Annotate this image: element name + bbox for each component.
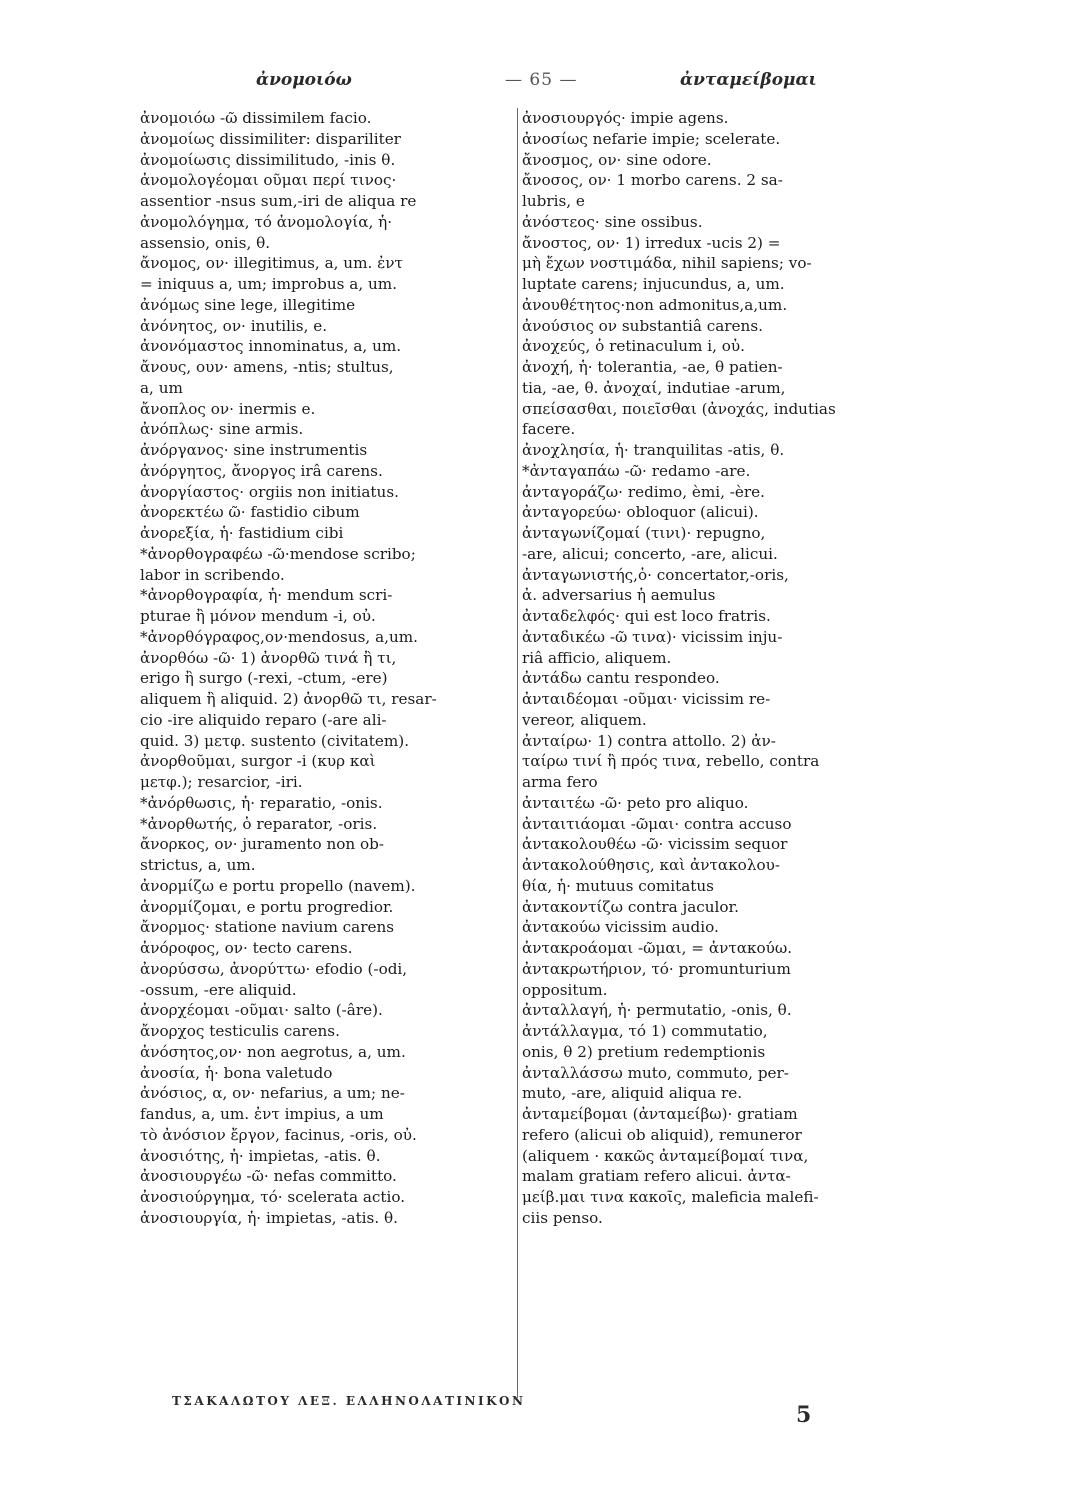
entry-line: ἀνορθόω -ῶ· 1) ἀνορθῶ τινά ἢ τι, bbox=[140, 648, 397, 667]
entry-line: ἀνόροφος, ον· tecto carens. bbox=[140, 939, 353, 957]
entry-line: ἀντακροάομαι -ῶμαι, = ἀντακούω. bbox=[522, 939, 793, 957]
entry-line: *ἀνορθόγραφος,ον·mendosus, a,um. bbox=[140, 627, 418, 646]
entry-line: quid. 3) μετφ. sustento (civitatem). bbox=[140, 731, 410, 750]
entry-line: ἀνορεκτέω ῶ· fastidio cibum bbox=[140, 503, 360, 522]
entry-line: ἀνταιδέομαι -οῦμαι· vicissim re- bbox=[522, 690, 771, 708]
entry-line: ἀνοχλησία, ἡ· tranquilitas -atis, θ. bbox=[522, 441, 785, 459]
entry-line: ἀνονόμαστος innominatus, a, um. bbox=[140, 337, 402, 356]
entry-line: ἀνορμίζω e portu propello (navem). bbox=[140, 876, 416, 895]
entry-line: ἀνταίρω· 1) contra attollo. 2) ἀν- bbox=[522, 731, 776, 750]
printer-signature: ΤΣΑΚΑΛΩΤΟΥ ΛΕΞ. ΕΛΛΗΝΟΛΑΤΙΝΙΚΟΝ bbox=[172, 1394, 526, 1408]
entry-line: ἀνταμείβομαι (ἀνταμείβω)· gratiam bbox=[522, 1105, 798, 1123]
entry-line: facere. bbox=[522, 420, 576, 439]
entry-line: ἀνομολογέομαι οῦμαι περί τινος· bbox=[140, 171, 397, 190]
entry-line: ἀνομοίως dissimiliter: dispariliter bbox=[140, 129, 401, 148]
page-number: — 65 — bbox=[505, 70, 578, 90]
entry-line: ἄνοπλος ον· inermis e. bbox=[140, 399, 316, 418]
entry-line: ἀνομοίωσις dissimilitudo, -inis θ. bbox=[140, 150, 396, 169]
entry-line: ἄνομος, ον· illegitimus, a, um. ἐντ bbox=[140, 254, 403, 273]
entry-line: ἀνορμίζομαι, e portu progredior. bbox=[140, 897, 394, 916]
entry-line: ἀντακοντίζω contra jaculor. bbox=[522, 897, 739, 916]
entry-line: assentior -nsus sum,-iri de aliqua re bbox=[140, 192, 417, 210]
entry-line: tia, -ae, θ. ἀνοχαί, indutiae -arum, bbox=[522, 378, 786, 397]
entry-line: ἀνόσιος, α, ον· nefarius, a um; ne- bbox=[140, 1084, 405, 1103]
entry-line: ἀνούσιος ον substantiâ carens. bbox=[522, 316, 763, 335]
entry-line: *ἀνταγαπάω -ῶ· redamo -are. bbox=[522, 461, 751, 480]
entry-line: ἀνοργίαστος· orgiis non initiatus. bbox=[140, 482, 399, 501]
entry-line: ἀντακούω vicissim audio. bbox=[522, 918, 719, 937]
right-column bbox=[522, 108, 914, 1229]
entry-line: = iniquus a, um; improbus a, um. bbox=[140, 275, 398, 293]
entry-line: ἀνταδικέω -ῶ τινα)· vicissim inju- bbox=[522, 627, 783, 646]
entry-line: malam gratiam refero alicui. ἀντα- bbox=[522, 1167, 791, 1186]
entry-line: -ossum, -ere aliquid. bbox=[140, 980, 297, 999]
entry-line: ἀνοχή, ἡ· tolerantia, -ae, θ patien- bbox=[522, 358, 783, 376]
entry-line: ἀνοσιουργός· impie agens. bbox=[522, 109, 729, 127]
entry-line: ἀνομοιόω -ῶ dissimilem facio. bbox=[140, 109, 372, 127]
entry-line: ἀνταιτιάομαι -ῶμαι· contra accuso bbox=[522, 814, 792, 833]
entry-line: μὴ ἔχων νοστιμάδα, nihil sapiens; vo- bbox=[522, 254, 812, 273]
entry-line: ἀνομολόγημα, τό ἀνομολογία, ἡ· bbox=[140, 212, 393, 231]
entry-line: luptate carens; injucundus, a, um. bbox=[522, 275, 785, 293]
entry-line: ἀνορεξία, ἡ· fastidium cibi bbox=[140, 524, 344, 542]
entry-line: ἀντακολουθέω -ῶ· vicissim sequor bbox=[522, 835, 788, 854]
entry-line: *ἀνόρθωσις, ἡ· reparatio, -onis. bbox=[140, 793, 383, 812]
entry-line: ciis penso. bbox=[522, 1208, 603, 1227]
entry-line: ἀνορχέομαι -οῦμαι· salto (-âre). bbox=[140, 1001, 383, 1020]
sheet-mark: 5 bbox=[796, 1402, 812, 1428]
entry-line: ἀντακολούθησις, καὶ ἀντακολου- bbox=[522, 856, 780, 874]
entry-line: vereor, aliquem. bbox=[522, 710, 647, 729]
entry-line: ἀνόργανος· sine instrumentis bbox=[140, 441, 368, 459]
entry-line: ἀντάδω cantu respondeo. bbox=[522, 669, 720, 688]
entry-line: ἀντακρωτήριον, τό· promunturium bbox=[522, 959, 791, 978]
entry-line: μετφ.); resarcior, -iri. bbox=[140, 773, 303, 791]
entry-line: ἀντάλλαγμα, τό 1) commutatio, bbox=[522, 1022, 768, 1040]
entry-line: aliquem ἢ aliquid. 2) ἀνορθῶ τι, resar- bbox=[140, 690, 437, 708]
entry-line: ἀνοσιούργημα, τό· scelerata actio. bbox=[140, 1188, 406, 1206]
entry-line: strictus, a, um. bbox=[140, 856, 256, 874]
entry-line: ταίρω τινί ἢ πρός τινα, rebello, contra bbox=[522, 752, 820, 771]
entry-line: ἀνταδελφός· qui est loco fratris. bbox=[522, 607, 771, 625]
entry-line: ἀνορύσσω, ἀνορύττω· efodio (-odi, bbox=[140, 959, 408, 978]
entry-line: ἀνταγωνιστής,ὁ· concertator,-oris, bbox=[522, 565, 789, 584]
entry-line: oppositum. bbox=[522, 980, 608, 999]
entry-line: ἀνόνητος, ον· inutilis, e. bbox=[140, 316, 328, 335]
entry-line: pturae ἢ μόνον mendum -i, οὐ. bbox=[140, 607, 376, 625]
entry-line: (aliquem · κακῶς ἀνταμείβομαί τινα, bbox=[522, 1146, 809, 1165]
entry-line: -are, alicui; concerto, -are, alicui. bbox=[522, 544, 778, 563]
entry-line: fandus, a, um. ἐντ impius, a um bbox=[140, 1105, 384, 1123]
entry-line: muto, -are, aliquid aliqua re. bbox=[522, 1084, 743, 1103]
entry-line: ἄνους, ουν· amens, -ntis; stultus, bbox=[140, 358, 394, 376]
entry-line: ἀνόμως sine lege, illegitime bbox=[140, 295, 356, 314]
entry-line: ἀνόστεος· sine ossibus. bbox=[522, 212, 703, 231]
entry-line: ἀνοσία, ἡ· bona valetudo bbox=[140, 1063, 333, 1082]
entry-line: ἀνοσιουργία, ἡ· impietas, -atis. θ. bbox=[140, 1208, 398, 1227]
entry-line: ἄνορχος testiculis carens. bbox=[140, 1022, 340, 1040]
entry-line: ἀνταγοράζω· redimo, èmi, -ère. bbox=[522, 482, 765, 501]
entry-line: *ἀνορθωτής, ὁ reparator, -oris. bbox=[140, 814, 378, 833]
entry-line: τὸ ἀνόσιον ἔργον, facinus, -oris, οὐ. bbox=[140, 1125, 417, 1144]
entry-line: *ἀνορθογραφέω -ῶ·mendose scribo; bbox=[140, 544, 416, 563]
entry-line: labor in scribendo. bbox=[140, 565, 285, 584]
entry-line: ἄνορκος, ον· juramento non ob- bbox=[140, 835, 384, 854]
entry-line: refero (alicui ob aliquid), remuneror bbox=[522, 1125, 802, 1144]
left-column bbox=[140, 108, 514, 1229]
entry-line: ἀνταιτέω -ῶ· peto pro aliquo. bbox=[522, 793, 749, 812]
entry-line: ἀνόπλως· sine armis. bbox=[140, 420, 304, 439]
entry-line: onis, θ 2) pretium redemptionis bbox=[522, 1042, 766, 1061]
entry-line: *ἀνορθογραφία, ἡ· mendum scri- bbox=[140, 586, 393, 605]
entry-line: ἀνόσητος,ον· non aegrotus, a, um. bbox=[140, 1042, 406, 1061]
entry-line: ἀνοσιότης, ἡ· impietas, -atis. θ. bbox=[140, 1146, 381, 1165]
entry-line: assensio, onis, θ. bbox=[140, 233, 271, 252]
entry-line: ἄνοστος, ον· 1) irredux -ucis 2) = bbox=[522, 233, 781, 252]
entry-line: riâ afficio, aliquem. bbox=[522, 648, 672, 667]
entry-line: ἀνταλλάσσω muto, commuto, per- bbox=[522, 1063, 789, 1082]
entry-line: σπείσασθαι, ποιεῖσθαι (ἀνοχάς, indutias bbox=[522, 399, 836, 418]
entry-line: erigo ἢ surgo (-rexi, -ctum, -ere) bbox=[140, 669, 388, 688]
column-divider bbox=[517, 108, 518, 1398]
entry-line: ἄνορμος· statione navium carens bbox=[140, 918, 395, 937]
entry-line: ἀνοχεύς, ὁ retinaculum i, οὐ. bbox=[522, 337, 745, 356]
entry-line: ἄνοσμος, ον· sine odore. bbox=[522, 150, 712, 169]
entry-line: ἀ. adversarius ἡ aemulus bbox=[522, 586, 716, 605]
running-head-left: ἀνομοιόω bbox=[256, 70, 352, 90]
entry-line: θία, ἡ· mutuus comitatus bbox=[522, 876, 714, 895]
entry-line: ἀνταγωνίζομαί (τινι)· repugno, bbox=[522, 524, 766, 542]
entry-line: arma fero bbox=[522, 773, 598, 791]
entry-line: a, um bbox=[140, 378, 183, 397]
entry-line: cio -ire aliquido reparo (-are ali- bbox=[140, 710, 387, 729]
entry-line: lubris, e bbox=[522, 192, 585, 210]
entry-line: ἀνουθέτητος·non admonitus,a,um. bbox=[522, 295, 788, 314]
entry-line: ἀνόργητος, ἄνοργος irâ carens. bbox=[140, 461, 383, 480]
entry-line: ἀνοσίως nefarie impie; scelerate. bbox=[522, 129, 781, 148]
entry-line: ἀνταγορεύω· obloquor (alicui). bbox=[522, 503, 759, 522]
entry-line: μείβ.μαι τινα κακοῖς, maleficia malefi- bbox=[522, 1188, 819, 1206]
entry-line: ἀνορθοῦμαι, surgor -i (κυρ καὶ bbox=[140, 752, 376, 771]
entry-line: ἀνοσιουργέω -ῶ· nefas committo. bbox=[140, 1167, 397, 1186]
running-head-right: ἀνταμείβομαι bbox=[680, 70, 817, 90]
entry-line: ἀνταλλαγή, ἡ· permutatio, -onis, θ. bbox=[522, 1001, 792, 1020]
entry-line: ἄνοσος, ον· 1 morbo carens. 2 sa- bbox=[522, 171, 783, 190]
